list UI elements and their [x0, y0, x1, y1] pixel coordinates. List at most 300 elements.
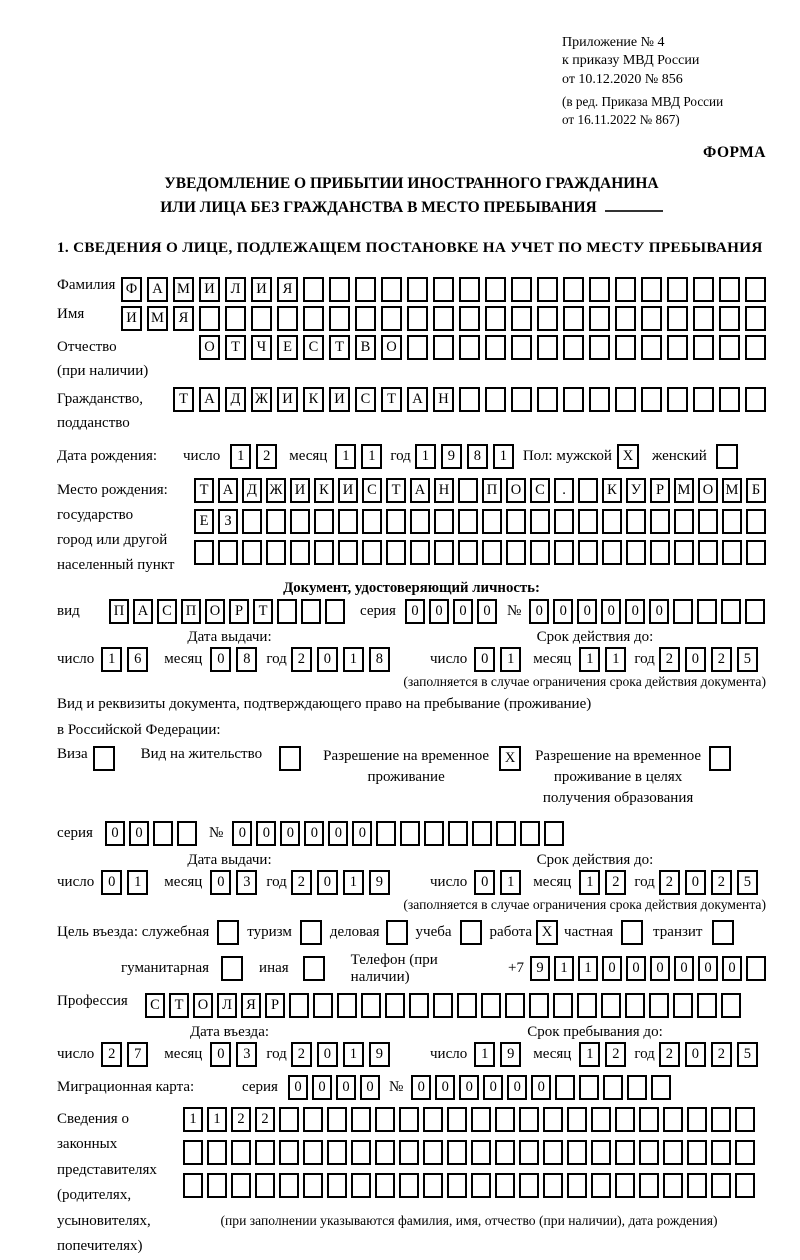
legal-rep-cells-row1-22[interactable]: [711, 1107, 731, 1132]
right-valid-day-cells-1[interactable]: 1: [500, 870, 521, 895]
patronymic-cells-12[interactable]: [511, 335, 532, 360]
id-issue-day-cells-0[interactable]: 1: [101, 647, 122, 672]
birth-month-cells-1[interactable]: 1: [361, 444, 382, 469]
patronymic-cells-16[interactable]: [615, 335, 636, 360]
purpose-official-checkbox[interactable]: [217, 920, 239, 945]
legal-rep-cells-row2-0[interactable]: [183, 1140, 203, 1165]
id-valid-day-cells-1[interactable]: 1: [500, 647, 521, 672]
birth-place-cells-row1-3[interactable]: Ж: [266, 478, 286, 503]
purpose-business-checkbox[interactable]: [386, 920, 408, 945]
phone-cells-6[interactable]: 0: [674, 956, 694, 981]
name-cells-10[interactable]: [381, 306, 402, 331]
legal-rep-cells-row3-0[interactable]: [183, 1173, 203, 1198]
right-doc-number-cells-3[interactable]: 0: [304, 821, 324, 846]
patronymic-cells-14[interactable]: [563, 335, 584, 360]
birth-place-cells-row3-5[interactable]: [314, 540, 334, 565]
legal-rep-cells-row3-11[interactable]: [447, 1173, 467, 1198]
legal-rep-cells-row2-6[interactable]: [327, 1140, 347, 1165]
citizenship-cells-21[interactable]: [719, 387, 740, 412]
legal-rep-cells-row1-16[interactable]: [567, 1107, 587, 1132]
id-doc-number-cells-0[interactable]: 0: [529, 599, 549, 624]
mig-series-cells-3[interactable]: 0: [360, 1075, 380, 1100]
surname-cells-8[interactable]: [329, 277, 350, 302]
surname-cells-7[interactable]: [303, 277, 324, 302]
birth-place-cells-row3-16[interactable]: [578, 540, 598, 565]
legal-rep-cells-row1-17[interactable]: [591, 1107, 611, 1132]
patronymic-cells-7[interactable]: О: [381, 335, 402, 360]
right-doc-number-cells-6[interactable]: [376, 821, 396, 846]
legal-rep-cells-row3-5[interactable]: [303, 1173, 323, 1198]
patronymic-cells-20[interactable]: [719, 335, 740, 360]
citizenship-cells-4[interactable]: И: [277, 387, 298, 412]
birth-place-cells-row3-8[interactable]: [386, 540, 406, 565]
right-issue-year-cells-3[interactable]: 9: [369, 870, 390, 895]
legal-rep-cells-row1-5[interactable]: [303, 1107, 323, 1132]
patronymic-cells-21[interactable]: [745, 335, 766, 360]
entry-year-cells-0[interactable]: 2: [291, 1042, 312, 1067]
right-issue-day-cells-0[interactable]: 0: [101, 870, 122, 895]
surname-cells-20[interactable]: [641, 277, 662, 302]
legal-rep-cells-row2-11[interactable]: [447, 1140, 467, 1165]
phone-cells-0[interactable]: 9: [530, 956, 550, 981]
profession-cells-24[interactable]: [721, 993, 741, 1018]
citizenship-cells-11[interactable]: [459, 387, 480, 412]
profession-cells-19[interactable]: [601, 993, 621, 1018]
birth-place-cells-row1-6[interactable]: И: [338, 478, 358, 503]
birth-place-cells-row3-20[interactable]: [674, 540, 694, 565]
name-cells-20[interactable]: [641, 306, 662, 331]
citizenship-cells-17[interactable]: [615, 387, 636, 412]
birth-place-cells-row2-12[interactable]: [482, 509, 502, 534]
birth-place-cells-row2-18[interactable]: [626, 509, 646, 534]
phone-cells-3[interactable]: 0: [602, 956, 622, 981]
birth-month-cells-0[interactable]: 1: [335, 444, 356, 469]
surname-cells-17[interactable]: [563, 277, 584, 302]
legal-rep-cells-row1-10[interactable]: [423, 1107, 443, 1132]
profession-cells-5[interactable]: Р: [265, 993, 285, 1018]
id-doc-number-cells-5[interactable]: 0: [649, 599, 669, 624]
citizenship-cells-12[interactable]: [485, 387, 506, 412]
stay-day-cells-1[interactable]: 9: [500, 1042, 521, 1067]
patronymic-cells-11[interactable]: [485, 335, 506, 360]
legal-rep-cells-row3-17[interactable]: [591, 1173, 611, 1198]
right-valid-day-cells-0[interactable]: 0: [474, 870, 495, 895]
birth-place-cells-row2-4[interactable]: [290, 509, 310, 534]
id-doc-series-cells-1[interactable]: 0: [429, 599, 449, 624]
birth-place-cells-row2-14[interactable]: [530, 509, 550, 534]
name-cells-0[interactable]: И: [121, 306, 142, 331]
right-doc-number-cells-11[interactable]: [496, 821, 516, 846]
birth-place-cells-row3-11[interactable]: [458, 540, 478, 565]
birth-place-cells-row1-9[interactable]: А: [410, 478, 430, 503]
right-valid-year-cells-0[interactable]: 2: [659, 870, 680, 895]
entry-month-cells-0[interactable]: 0: [210, 1042, 231, 1067]
profession-cells-15[interactable]: [505, 993, 525, 1018]
birth-place-cells-row2-1[interactable]: З: [218, 509, 238, 534]
surname-cells-3[interactable]: И: [199, 277, 220, 302]
right-doc-number-cells-12[interactable]: [520, 821, 540, 846]
id-valid-year-cells-0[interactable]: 2: [659, 647, 680, 672]
birth-place-cells-row3-2[interactable]: [242, 540, 262, 565]
birth-place-cells-row1-21[interactable]: О: [698, 478, 718, 503]
right-issue-year-cells-0[interactable]: 2: [291, 870, 312, 895]
legal-rep-cells-row1-20[interactable]: [663, 1107, 683, 1132]
legal-rep-cells-row1-12[interactable]: [471, 1107, 491, 1132]
surname-cells-6[interactable]: Я: [277, 277, 298, 302]
id-doc-kind-cells-1[interactable]: А: [133, 599, 153, 624]
surname-cells-1[interactable]: А: [147, 277, 168, 302]
legal-rep-cells-row2-2[interactable]: [231, 1140, 251, 1165]
id-doc-kind-cells-8[interactable]: [301, 599, 321, 624]
birth-place-cells-row1-16[interactable]: [578, 478, 598, 503]
birth-place-cells-row3-4[interactable]: [290, 540, 310, 565]
name-cells-23[interactable]: [719, 306, 740, 331]
legal-rep-cells-row3-7[interactable]: [351, 1173, 371, 1198]
legal-rep-cells-row3-12[interactable]: [471, 1173, 491, 1198]
legal-rep-cells-row3-3[interactable]: [255, 1173, 275, 1198]
right-issue-day-cells-1[interactable]: 1: [127, 870, 148, 895]
birth-day-cells-1[interactable]: 2: [256, 444, 277, 469]
legal-rep-cells-row1-11[interactable]: [447, 1107, 467, 1132]
citizenship-cells-3[interactable]: Ж: [251, 387, 272, 412]
stay-month-cells-1[interactable]: 2: [605, 1042, 626, 1067]
mig-number-cells-8[interactable]: [603, 1075, 623, 1100]
id-issue-year-cells-1[interactable]: 0: [317, 647, 338, 672]
id-doc-number-cells-8[interactable]: [721, 599, 741, 624]
birth-year-cells-1[interactable]: 9: [441, 444, 462, 469]
surname-cells-12[interactable]: [433, 277, 454, 302]
right-doc-number-cells-4[interactable]: 0: [328, 821, 348, 846]
birth-place-cells-row3-17[interactable]: [602, 540, 622, 565]
birth-place-cells-row1-14[interactable]: С: [530, 478, 550, 503]
legal-rep-cells-row3-19[interactable]: [639, 1173, 659, 1198]
legal-rep-cells-row2-1[interactable]: [207, 1140, 227, 1165]
surname-cells-16[interactable]: [537, 277, 558, 302]
mig-number-cells-5[interactable]: 0: [531, 1075, 551, 1100]
profession-cells-7[interactable]: [313, 993, 333, 1018]
birth-place-cells-row3-3[interactable]: [266, 540, 286, 565]
name-cells-13[interactable]: [459, 306, 480, 331]
id-doc-number-cells-3[interactable]: 0: [601, 599, 621, 624]
id-valid-day-cells-0[interactable]: 0: [474, 647, 495, 672]
profession-cells-10[interactable]: [385, 993, 405, 1018]
birth-place-cells-row1-15[interactable]: .: [554, 478, 574, 503]
patronymic-cells-19[interactable]: [693, 335, 714, 360]
birth-place-cells-row1-1[interactable]: А: [218, 478, 238, 503]
profession-cells-13[interactable]: [457, 993, 477, 1018]
birth-place-cells-row2-3[interactable]: [266, 509, 286, 534]
legal-rep-cells-row2-9[interactable]: [399, 1140, 419, 1165]
legal-rep-cells-row3-18[interactable]: [615, 1173, 635, 1198]
birth-year-cells-3[interactable]: 1: [493, 444, 514, 469]
id-valid-year-cells-3[interactable]: 5: [737, 647, 758, 672]
mig-series-cells-0[interactable]: 0: [288, 1075, 308, 1100]
birth-place-cells-row2-2[interactable]: [242, 509, 262, 534]
birth-place-cells-row1-5[interactable]: К: [314, 478, 334, 503]
id-doc-kind-cells-0[interactable]: П: [109, 599, 129, 624]
name-cells-14[interactable]: [485, 306, 506, 331]
right-issue-month-cells-1[interactable]: 3: [236, 870, 257, 895]
legal-rep-cells-row3-22[interactable]: [711, 1173, 731, 1198]
profession-cells-1[interactable]: Т: [169, 993, 189, 1018]
purpose-private-checkbox[interactable]: [621, 920, 643, 945]
birth-place-cells-row3-9[interactable]: [410, 540, 430, 565]
legal-rep-cells-row2-4[interactable]: [279, 1140, 299, 1165]
legal-rep-cells-row3-2[interactable]: [231, 1173, 251, 1198]
name-cells-24[interactable]: [745, 306, 766, 331]
right-valid-month-cells-0[interactable]: 1: [579, 870, 600, 895]
name-cells-4[interactable]: [225, 306, 246, 331]
id-valid-month-cells-0[interactable]: 1: [579, 647, 600, 672]
birth-place-cells-row1-13[interactable]: О: [506, 478, 526, 503]
birth-year-cells-2[interactable]: 8: [467, 444, 488, 469]
birth-place-cells-row2-8[interactable]: [386, 509, 406, 534]
birth-place-cells-row1-10[interactable]: Н: [434, 478, 454, 503]
birth-place-cells-row1-20[interactable]: М: [674, 478, 694, 503]
legal-rep-cells-row3-13[interactable]: [495, 1173, 515, 1198]
right-issue-year-cells-1[interactable]: 0: [317, 870, 338, 895]
stay-year-cells-3[interactable]: 5: [737, 1042, 758, 1067]
legal-rep-cells-row2-10[interactable]: [423, 1140, 443, 1165]
id-doc-kind-cells-3[interactable]: П: [181, 599, 201, 624]
patronymic-cells-17[interactable]: [641, 335, 662, 360]
id-valid-year-cells-1[interactable]: 0: [685, 647, 706, 672]
birth-place-cells-row3-18[interactable]: [626, 540, 646, 565]
surname-cells-2[interactable]: М: [173, 277, 194, 302]
stay-day-cells-0[interactable]: 1: [474, 1042, 495, 1067]
birth-place-cells-row3-23[interactable]: [746, 540, 766, 565]
legal-rep-cells-row3-14[interactable]: [519, 1173, 539, 1198]
phone-cells-9[interactable]: [746, 956, 766, 981]
id-valid-year-cells-2[interactable]: 2: [711, 647, 732, 672]
legal-rep-cells-row2-5[interactable]: [303, 1140, 323, 1165]
phone-cells-5[interactable]: 0: [650, 956, 670, 981]
birth-place-cells-row2-22[interactable]: [722, 509, 742, 534]
birth-place-cells-row3-22[interactable]: [722, 540, 742, 565]
birth-place-cells-row3-12[interactable]: [482, 540, 502, 565]
legal-rep-cells-row1-1[interactable]: 1: [207, 1107, 227, 1132]
legal-rep-cells-row2-17[interactable]: [591, 1140, 611, 1165]
legal-rep-cells-row1-15[interactable]: [543, 1107, 563, 1132]
birth-place-cells-row3-14[interactable]: [530, 540, 550, 565]
legal-rep-cells-row1-2[interactable]: 2: [231, 1107, 251, 1132]
legal-rep-cells-row1-19[interactable]: [639, 1107, 659, 1132]
entry-year-cells-3[interactable]: 9: [369, 1042, 390, 1067]
legal-rep-cells-row2-3[interactable]: [255, 1140, 275, 1165]
surname-cells-24[interactable]: [745, 277, 766, 302]
name-cells-5[interactable]: [251, 306, 272, 331]
purpose-work-checkbox[interactable]: X: [536, 920, 558, 945]
patronymic-cells-1[interactable]: Т: [225, 335, 246, 360]
birth-place-cells-row1-7[interactable]: С: [362, 478, 382, 503]
mig-number-cells-9[interactable]: [627, 1075, 647, 1100]
legal-rep-cells-row2-8[interactable]: [375, 1140, 395, 1165]
legal-rep-cells-row1-21[interactable]: [687, 1107, 707, 1132]
right-valid-year-cells-1[interactable]: 0: [685, 870, 706, 895]
legal-rep-cells-row3-15[interactable]: [543, 1173, 563, 1198]
birth-place-cells-row3-15[interactable]: [554, 540, 574, 565]
right-doc-series-cells-0[interactable]: 0: [105, 821, 125, 846]
legal-rep-cells-row3-23[interactable]: [735, 1173, 755, 1198]
birth-place-cells-row2-7[interactable]: [362, 509, 382, 534]
mig-number-cells-4[interactable]: 0: [507, 1075, 527, 1100]
birth-place-cells-row2-0[interactable]: Е: [194, 509, 214, 534]
citizenship-cells-10[interactable]: Н: [433, 387, 454, 412]
profession-cells-11[interactable]: [409, 993, 429, 1018]
legal-rep-cells-row2-7[interactable]: [351, 1140, 371, 1165]
patronymic-cells-13[interactable]: [537, 335, 558, 360]
profession-cells-6[interactable]: [289, 993, 309, 1018]
legal-rep-cells-row2-20[interactable]: [663, 1140, 683, 1165]
visa-checkbox[interactable]: [93, 746, 115, 771]
profession-cells-18[interactable]: [577, 993, 597, 1018]
right-issue-year-cells-2[interactable]: 1: [343, 870, 364, 895]
id-doc-kind-cells-9[interactable]: [325, 599, 345, 624]
birth-place-cells-row2-19[interactable]: [650, 509, 670, 534]
surname-cells-13[interactable]: [459, 277, 480, 302]
right-doc-number-cells-9[interactable]: [448, 821, 468, 846]
legal-rep-cells-row2-14[interactable]: [519, 1140, 539, 1165]
citizenship-cells-22[interactable]: [745, 387, 766, 412]
name-cells-8[interactable]: [329, 306, 350, 331]
right-doc-number-cells-7[interactable]: [400, 821, 420, 846]
mig-series-cells-2[interactable]: 0: [336, 1075, 356, 1100]
legal-rep-cells-row2-13[interactable]: [495, 1140, 515, 1165]
profession-cells-4[interactable]: Я: [241, 993, 261, 1018]
birth-place-cells-row1-22[interactable]: М: [722, 478, 742, 503]
legal-rep-cells-row1-3[interactable]: 2: [255, 1107, 275, 1132]
citizenship-cells-13[interactable]: [511, 387, 532, 412]
birth-place-cells-row3-0[interactable]: [194, 540, 214, 565]
id-doc-number-cells-2[interactable]: 0: [577, 599, 597, 624]
mig-number-cells-6[interactable]: [555, 1075, 575, 1100]
patronymic-cells-4[interactable]: С: [303, 335, 324, 360]
birth-place-cells-row3-21[interactable]: [698, 540, 718, 565]
name-cells-2[interactable]: Я: [173, 306, 194, 331]
birth-place-cells-row2-5[interactable]: [314, 509, 334, 534]
phone-cells-8[interactable]: 0: [722, 956, 742, 981]
legal-rep-cells-row2-18[interactable]: [615, 1140, 635, 1165]
citizenship-cells-9[interactable]: А: [407, 387, 428, 412]
legal-rep-cells-row2-12[interactable]: [471, 1140, 491, 1165]
birth-place-cells-row1-18[interactable]: У: [626, 478, 646, 503]
legal-rep-cells-row1-7[interactable]: [351, 1107, 371, 1132]
purpose-study-checkbox[interactable]: [460, 920, 482, 945]
legal-rep-cells-row3-9[interactable]: [399, 1173, 419, 1198]
citizenship-cells-8[interactable]: Т: [381, 387, 402, 412]
legal-rep-cells-row3-10[interactable]: [423, 1173, 443, 1198]
birth-place-cells-row3-13[interactable]: [506, 540, 526, 565]
citizenship-cells-18[interactable]: [641, 387, 662, 412]
residence-permit-checkbox[interactable]: [279, 746, 301, 771]
birth-place-cells-row3-7[interactable]: [362, 540, 382, 565]
mig-number-cells-2[interactable]: 0: [459, 1075, 479, 1100]
surname-cells-4[interactable]: Л: [225, 277, 246, 302]
mig-number-cells-1[interactable]: 0: [435, 1075, 455, 1100]
name-cells-21[interactable]: [667, 306, 688, 331]
right-doc-series-cells-1[interactable]: 0: [129, 821, 149, 846]
legal-rep-cells-row1-13[interactable]: [495, 1107, 515, 1132]
profession-cells-14[interactable]: [481, 993, 501, 1018]
birth-place-cells-row1-17[interactable]: К: [602, 478, 622, 503]
id-doc-series-cells-3[interactable]: 0: [477, 599, 497, 624]
surname-cells-18[interactable]: [589, 277, 610, 302]
id-issue-year-cells-2[interactable]: 1: [343, 647, 364, 672]
citizenship-cells-0[interactable]: Т: [173, 387, 194, 412]
profession-cells-8[interactable]: [337, 993, 357, 1018]
legal-rep-cells-row1-4[interactable]: [279, 1107, 299, 1132]
patronymic-cells-3[interactable]: Е: [277, 335, 298, 360]
citizenship-cells-14[interactable]: [537, 387, 558, 412]
stay-month-cells-0[interactable]: 1: [579, 1042, 600, 1067]
citizenship-cells-6[interactable]: И: [329, 387, 350, 412]
id-doc-kind-cells-2[interactable]: С: [157, 599, 177, 624]
purpose-other-checkbox[interactable]: [303, 956, 325, 981]
birth-place-cells-row3-1[interactable]: [218, 540, 238, 565]
legal-rep-cells-row3-4[interactable]: [279, 1173, 299, 1198]
birth-place-cells-row1-0[interactable]: Т: [194, 478, 214, 503]
birth-place-cells-row1-11[interactable]: [458, 478, 478, 503]
id-doc-series-cells-2[interactable]: 0: [453, 599, 473, 624]
surname-cells-5[interactable]: И: [251, 277, 272, 302]
right-doc-number-cells-13[interactable]: [544, 821, 564, 846]
patronymic-cells-8[interactable]: [407, 335, 428, 360]
birth-place-cells-row3-19[interactable]: [650, 540, 670, 565]
citizenship-cells-7[interactable]: С: [355, 387, 376, 412]
profession-cells-0[interactable]: С: [145, 993, 165, 1018]
mig-number-cells-0[interactable]: 0: [411, 1075, 431, 1100]
birth-place-cells-row2-16[interactable]: [578, 509, 598, 534]
phone-cells-7[interactable]: 0: [698, 956, 718, 981]
surname-cells-21[interactable]: [667, 277, 688, 302]
name-cells-3[interactable]: [199, 306, 220, 331]
patronymic-cells-6[interactable]: В: [355, 335, 376, 360]
patronymic-cells-5[interactable]: Т: [329, 335, 350, 360]
legal-rep-cells-row2-19[interactable]: [639, 1140, 659, 1165]
legal-rep-cells-row1-23[interactable]: [735, 1107, 755, 1132]
profession-cells-23[interactable]: [697, 993, 717, 1018]
right-doc-number-cells-5[interactable]: 0: [352, 821, 372, 846]
birth-place-cells-row3-6[interactable]: [338, 540, 358, 565]
profession-cells-22[interactable]: [673, 993, 693, 1018]
name-cells-19[interactable]: [615, 306, 636, 331]
surname-cells-14[interactable]: [485, 277, 506, 302]
right-valid-month-cells-1[interactable]: 2: [605, 870, 626, 895]
purpose-humanitarian-checkbox[interactable]: [221, 956, 243, 981]
profession-cells-16[interactable]: [529, 993, 549, 1018]
id-doc-kind-cells-5[interactable]: Р: [229, 599, 249, 624]
legal-rep-cells-row2-16[interactable]: [567, 1140, 587, 1165]
birth-place-cells-row1-8[interactable]: Т: [386, 478, 406, 503]
right-valid-year-cells-2[interactable]: 2: [711, 870, 732, 895]
name-cells-22[interactable]: [693, 306, 714, 331]
patronymic-cells-15[interactable]: [589, 335, 610, 360]
name-cells-7[interactable]: [303, 306, 324, 331]
patronymic-cells-9[interactable]: [433, 335, 454, 360]
profession-cells-17[interactable]: [553, 993, 573, 1018]
id-doc-kind-cells-4[interactable]: О: [205, 599, 225, 624]
legal-rep-cells-row2-22[interactable]: [711, 1140, 731, 1165]
legal-rep-cells-row3-6[interactable]: [327, 1173, 347, 1198]
profession-cells-3[interactable]: Л: [217, 993, 237, 1018]
birth-place-cells-row1-23[interactable]: Б: [746, 478, 766, 503]
name-cells-9[interactable]: [355, 306, 376, 331]
legal-rep-cells-row1-14[interactable]: [519, 1107, 539, 1132]
birth-place-cells-row1-19[interactable]: Р: [650, 478, 670, 503]
patronymic-cells-0[interactable]: О: [199, 335, 220, 360]
surname-cells-15[interactable]: [511, 277, 532, 302]
id-doc-number-cells-6[interactable]: [673, 599, 693, 624]
